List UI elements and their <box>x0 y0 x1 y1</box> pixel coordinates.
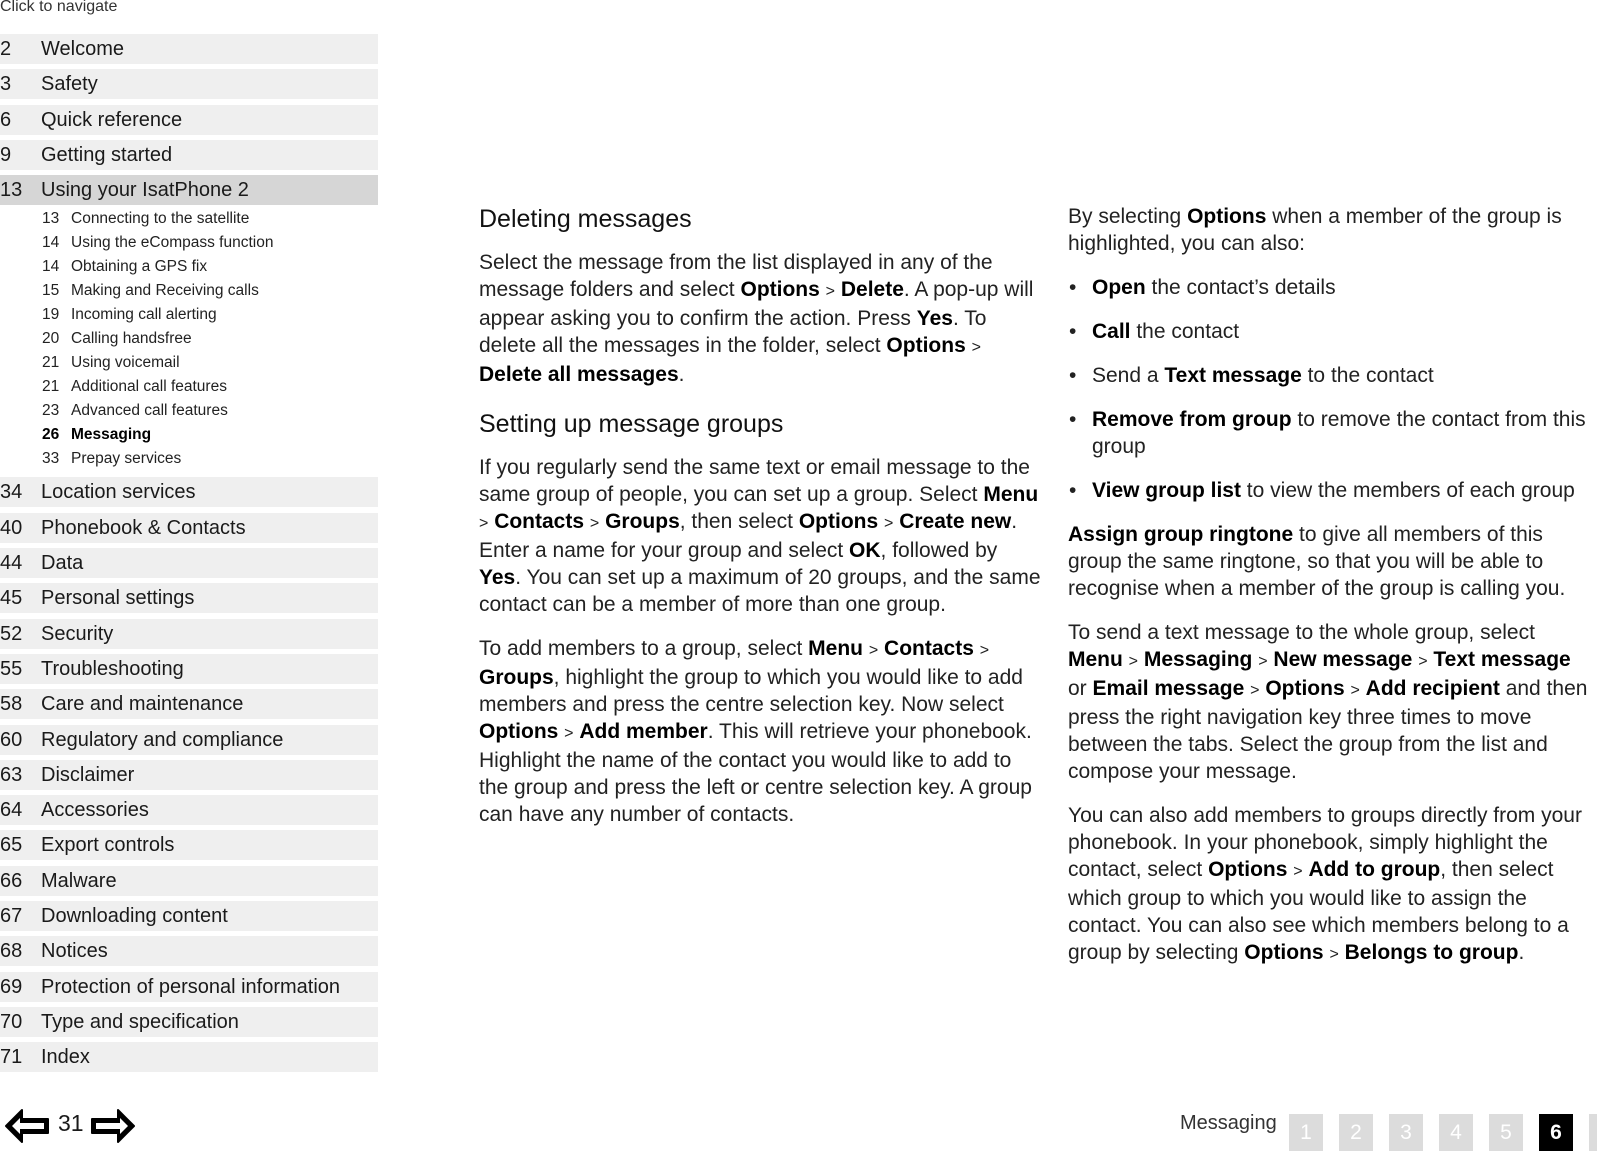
toc-page-number: 67 <box>0 905 23 928</box>
toc-sub-title: Incoming call alerting <box>71 306 217 324</box>
toc-page-number: 40 <box>0 516 23 539</box>
right-arrow-icon[interactable] <box>90 1106 136 1146</box>
section-button-6[interactable]: 6 <box>1539 1114 1573 1151</box>
toc-sub-number: 14 <box>42 258 60 276</box>
toc-page-number: 52 <box>0 622 23 645</box>
toc-subitem-prepay[interactable] <box>0 447 378 471</box>
toc-title: Downloading content <box>41 905 228 928</box>
toc-page-number: 71 <box>0 1046 23 1069</box>
toc-sub-title: Using the eCompass function <box>71 234 274 252</box>
toc-sub-title: Advanced call features <box>71 402 228 420</box>
toc-page-number: 44 <box>0 552 23 575</box>
toc-sub-title: Obtaining a GPS fix <box>71 258 208 276</box>
toc-subitem-calls[interactable] <box>0 279 378 303</box>
toc-page-number: 68 <box>0 940 23 963</box>
toc-item-using-your-isatphone[interactable] <box>0 175 378 205</box>
toc-sub-number: 21 <box>42 354 60 372</box>
toc-subitem-ecompass[interactable] <box>0 231 378 255</box>
toc-page-number: 58 <box>0 693 23 716</box>
toc-page-number: 3 <box>0 73 12 96</box>
toc-page-number: 34 <box>0 481 23 504</box>
toc-sub-title: Additional call features <box>71 378 227 396</box>
toc-subitem-connecting[interactable] <box>0 207 378 231</box>
toc-subitem-handsfree[interactable] <box>0 327 378 351</box>
toc-subitem-call-alerting[interactable] <box>0 303 378 327</box>
list-item: • Call the contact <box>1068 318 1593 345</box>
page-number: 31 <box>58 1110 84 1136</box>
toc-item-care[interactable] <box>0 689 378 719</box>
toc-title: Quick reference <box>41 108 183 131</box>
toc-sub-number: 13 <box>42 210 60 228</box>
toc-item-getting-started[interactable] <box>0 140 378 170</box>
toc-title: Data <box>41 552 84 575</box>
toc-title: Safety <box>41 73 98 96</box>
toc-page-number: 55 <box>0 657 23 680</box>
paragraph-groups-setup: If you regularly send the same text or email message to the same group of people, you can set up a group. Select Menu > Contacts > Groups, then select Options > Create new. Enter a name for your group and select OK, followed by Yes. You can set up a maximum of 20 groups, and the same contact can be a member of more than one group. <box>479 456 1041 616</box>
toc-sub-list <box>0 207 378 471</box>
toc-subitem-advanced-call[interactable] <box>0 399 378 423</box>
left-arrow-icon[interactable] <box>4 1106 50 1146</box>
section-button-2[interactable]: 2 <box>1339 1114 1373 1151</box>
toc-item-index[interactable] <box>0 1042 378 1072</box>
toc-sub-title: Connecting to the satellite <box>71 210 250 228</box>
toc-title: Getting started <box>41 143 173 166</box>
toc-title: Security <box>41 622 114 645</box>
heading-deleting-messages: Deleting messages <box>479 205 692 233</box>
toc-item-safety[interactable] <box>0 69 378 99</box>
toc-item-notices[interactable] <box>0 936 378 966</box>
table-of-contents <box>0 34 378 1078</box>
content-column-left <box>479 203 1044 845</box>
toc-item-personal-settings[interactable] <box>0 583 378 613</box>
toc-page-number: 66 <box>0 869 23 892</box>
toc-sub-number: 19 <box>42 306 60 324</box>
toc-title: Accessories <box>41 799 149 822</box>
toc-page-number: 2 <box>0 38 12 60</box>
toc-title: Export controls <box>41 834 175 857</box>
toc-title: Malware <box>41 869 117 892</box>
toc-page-number: 60 <box>0 728 23 751</box>
toc-title: Notices <box>41 940 108 963</box>
toc-sub-title: Making and Receiving calls <box>71 282 259 300</box>
toc-title: Type and specification <box>41 1010 239 1033</box>
paragraph-groups-members: To add members to a group, select Menu > Contacts > Groups, highlight the group to which you would like to add members and press the centre selection key. Now select Options > Add member. This will retrieve your phonebook. Highlight the name of the contact you would like to add to the group and press the left or centre selection key. A group can have any number of contacts. <box>479 637 1032 826</box>
paragraph-deleting: Select the message from the list displayed in any of the message folders and select Options > Delete. A pop-up will appear asking you to confirm the action. Press Yes. To delete all the messages in the folder, select Options > Delete all messages. <box>479 251 1034 386</box>
toc-sub-number: 23 <box>42 402 60 420</box>
toc-item-export-controls[interactable] <box>0 830 378 860</box>
toc-subitem-additional-call[interactable] <box>0 375 378 399</box>
toc-page-number: 9 <box>0 143 12 166</box>
toc-title: Using your IsatPhone 2 <box>41 179 249 202</box>
toc-item-disclaimer[interactable] <box>0 760 378 790</box>
toc-sub-title: Using voicemail <box>71 354 180 372</box>
toc-item-regulatory[interactable] <box>0 725 378 755</box>
section-button-4[interactable]: 4 <box>1439 1114 1473 1151</box>
section-button-next-partial[interactable] <box>1589 1114 1597 1151</box>
toc-title: Welcome <box>41 38 124 60</box>
toc-page-number: 64 <box>0 799 23 822</box>
toc-item-quick-reference[interactable] <box>0 105 378 135</box>
toc-sub-title: Calling handsfree <box>71 330 192 348</box>
toc-sub-number: 15 <box>42 282 60 300</box>
toc-item-malware[interactable] <box>0 866 378 896</box>
toc-sub-number: 33 <box>42 450 60 468</box>
paragraph-phonebook: You can also add members to groups directly from your phonebook. In your phonebook, simply highlight the contact, select Options > Add to group, then select which group to which you would like to assign the contact. You can also see which members belong to a group by selecting Options > Belongs to group. <box>1068 804 1582 964</box>
options-list <box>1068 274 1593 504</box>
toc-title: Care and maintenance <box>41 693 244 716</box>
toc-subitem-voicemail[interactable] <box>0 351 378 375</box>
toc-item-troubleshooting[interactable] <box>0 654 378 684</box>
toc-page-number: 65 <box>0 834 23 857</box>
toc-item-location-services[interactable] <box>0 477 378 507</box>
toc-sub-number: 26 <box>42 426 60 444</box>
toc-item-data[interactable] <box>0 548 378 578</box>
toc-sub-number: 21 <box>42 378 60 396</box>
navigation-hint: Click to navigate <box>0 0 118 15</box>
section-button-1[interactable]: 1 <box>1289 1114 1323 1151</box>
toc-sub-number: 20 <box>42 330 60 348</box>
paragraph-options-intro: By selecting Options when a member of the group is highlighted, you can also: <box>1068 205 1562 255</box>
toc-sub-title: Prepay services <box>71 450 182 468</box>
toc-item-personal-info[interactable] <box>0 972 378 1002</box>
section-label: Messaging <box>1180 1112 1277 1134</box>
heading-message-groups: Setting up message groups <box>479 410 784 438</box>
toc-sub-number: 14 <box>42 234 60 252</box>
toc-title: Phonebook & Contacts <box>41 516 246 539</box>
list-item: • Open the contact’s details <box>1068 274 1593 301</box>
toc-item-specification[interactable] <box>0 1007 378 1037</box>
toc-item-accessories[interactable] <box>0 795 378 825</box>
toc-page-number: 6 <box>0 108 12 131</box>
toc-item-welcome[interactable] <box>0 34 378 64</box>
list-item: • Send a Text message to the contact <box>1068 362 1593 389</box>
content-column-right <box>1068 203 1593 985</box>
toc-title: Regulatory and compliance <box>41 728 284 751</box>
toc-page-number: 70 <box>0 1010 23 1033</box>
toc-title: Disclaimer <box>41 763 135 786</box>
list-item: • View group list to view the members of each group <box>1068 477 1593 504</box>
toc-title: Personal settings <box>41 587 195 610</box>
paragraph-ringtone: Assign group ringtone to give all members of this group the same ringtone, so that you will be able to recognise when a member of the group is calling you. <box>1068 523 1566 600</box>
toc-title: Location services <box>41 481 196 504</box>
toc-subitem-gps-fix[interactable] <box>0 255 378 279</box>
section-button-5[interactable]: 5 <box>1489 1114 1523 1151</box>
toc-item-security[interactable] <box>0 619 378 649</box>
toc-page-number: 69 <box>0 975 23 998</box>
toc-page-number: 13 <box>0 179 23 202</box>
toc-sub-title: Messaging <box>71 426 152 444</box>
toc-title: Index <box>41 1046 90 1069</box>
toc-title: Troubleshooting <box>41 657 184 680</box>
section-button-3[interactable]: 3 <box>1389 1114 1423 1151</box>
toc-page-number: 45 <box>0 587 23 610</box>
toc-subitem-messaging[interactable] <box>0 423 378 447</box>
paragraph-send-group: To send a text message to the whole group, select Menu > Messaging > New message > Text message or Email message > Options > Add recipient and then press the right navigation key three times to move between the tabs. Select the group from the list and compose your message. <box>1068 621 1588 783</box>
toc-item-downloading[interactable] <box>0 901 378 931</box>
toc-title: Protection of personal information <box>41 975 341 998</box>
toc-item-phonebook[interactable] <box>0 513 378 543</box>
list-item: • Remove from group to remove the contact from this group <box>1068 406 1593 460</box>
toc-page-number: 63 <box>0 763 23 786</box>
footer-pager <box>0 1106 1597 1151</box>
